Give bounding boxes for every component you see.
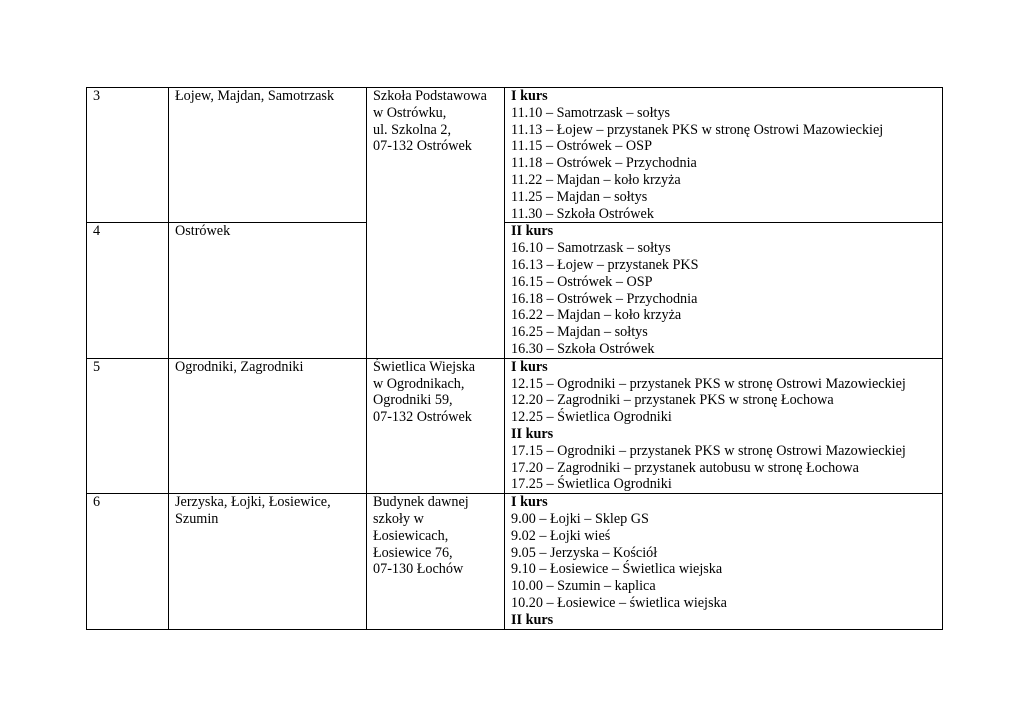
schedule-cell: I kurs 11.10 – Samotrzask – sołtys 11.13 – Łojew – przystanek PKS w stronę Ostrowi Mazowieckiej 11.15 – Ostrówek – OSP 11.18 – Ostrówek – Przychodnia 11.22 – Majdan – koło krzyża 11.25 – Majdan – sołtys 11.30 – Szkoła Ostrówek — [505, 88, 943, 223]
location-cell: Szkoła Podstawowa w Ostrówku, ul. Szkolna 2, 07-132 Ostrówek — [367, 88, 505, 359]
row-number: 5 — [87, 358, 169, 493]
table-row — [87, 494, 943, 629]
row-places: Łojew, Majdan, Samotrzask — [169, 88, 367, 223]
row-places: Jerzyska, Łojki, Łosiewice, Szumin — [169, 494, 367, 629]
row-number: 3 — [87, 88, 169, 223]
schedule-cell: I kurs 12.15 – Ogrodniki – przystanek PKS w stronę Ostrowi Mazowieckiej 12.20 – Zagrodniki – przystanek PKS w stronę Łochowa 12.25 – Świetlica Ogrodniki II kurs 17.15 – Ogrodniki – przystanek PKS w stronę Ostrowi Mazowieckiej 17.20 – Zagrodniki – przystanek autobusu w stronę Łochowa 17.25 – Świetlica Ogrodniki — [505, 358, 943, 493]
schedule-cell: II kurs 16.10 – Samotrzask – sołtys 16.13 – Łojew – przystanek PKS 16.15 – Ostrówek – OSP 16.18 – Ostrówek – Przychodnia 16.22 – Majdan – koło krzyża 16.25 – Majdan – sołtys 16.30 – Szkoła Ostrówek — [505, 223, 943, 358]
table-row — [87, 223, 943, 358]
location-cell: Budynek dawnej szkoły w Łosiewicach, Łosiewice 76, 07-130 Łochów — [367, 494, 505, 629]
location-cell: Świetlica Wiejska w Ogrodnikach, Ogrodniki 59, 07-132 Ostrówek — [367, 358, 505, 493]
row-places: Ogrodniki, Zagrodniki — [169, 358, 367, 493]
table-row — [87, 88, 943, 223]
row-number: 6 — [87, 494, 169, 629]
table-row — [87, 358, 943, 493]
row-number: 4 — [87, 223, 169, 358]
schedule-table — [86, 87, 943, 630]
schedule-cell: I kurs 9.00 – Łojki – Sklep GS 9.02 – Łojki wieś 9.05 – Jerzyska – Kościół 9.10 – Łosiewice – Świetlica wiejska 10.00 – Szumin – kaplica 10.20 – Łosiewice – świetlica wiejska II kurs — [505, 494, 943, 629]
row-places: Ostrówek — [169, 223, 367, 358]
